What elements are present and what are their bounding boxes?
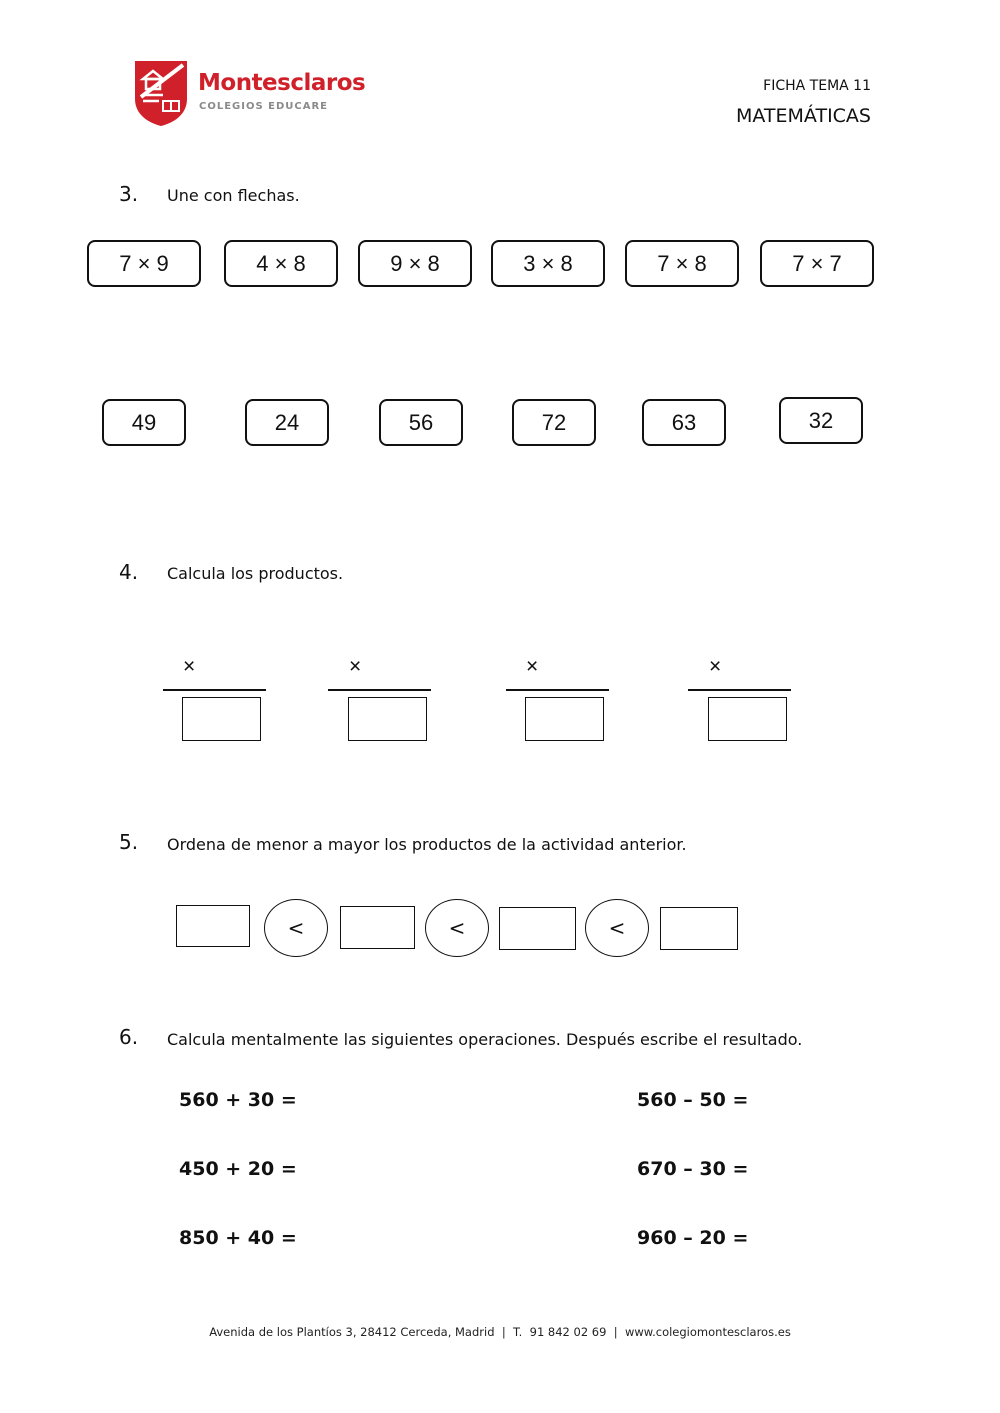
subtraction-expression: 670 – 30 = — [637, 1158, 749, 1180]
operation-box[interactable]: 4 × 8 — [224, 240, 338, 287]
result-line — [163, 689, 266, 691]
result-box[interactable]: 24 — [245, 399, 329, 446]
question-4-number: 4. — [119, 560, 139, 584]
question-5-text: Ordena de menor a mayor los productos de la actividad anterior. — [167, 835, 687, 854]
question-6-number: 6. — [119, 1025, 139, 1049]
result-line — [688, 689, 791, 691]
operation-box[interactable]: 9 × 8 — [358, 240, 472, 287]
question-6-text: Calcula mentalmente las siguientes operaciones. Después escribe el resultado. — [167, 1030, 803, 1049]
result-line — [506, 689, 609, 691]
order-answer-box[interactable] — [499, 907, 576, 950]
footer-address: Avenida de los Plantíos 3, 28412 Cerceda, Madrid | T. 91 842 02 69 | www.colegiomontesclaros.es — [209, 1325, 791, 1339]
answer-box[interactable] — [182, 697, 261, 741]
answer-box[interactable] — [525, 697, 604, 741]
operation-box[interactable]: 7 × 7 — [760, 240, 874, 287]
question-3-number: 3. — [119, 182, 139, 206]
subtraction-expression: 960 – 20 = — [637, 1227, 749, 1249]
answer-box[interactable] — [348, 697, 427, 741]
addition-expression: 560 + 30 = — [179, 1089, 297, 1111]
times-sign: × — [709, 655, 722, 678]
sheet-label: FICHA TEMA 11 — [763, 78, 871, 94]
operation-box[interactable]: 7 × 9 — [87, 240, 201, 287]
order-answer-box[interactable] — [660, 907, 738, 950]
question-5-number: 5. — [119, 830, 139, 854]
result-box[interactable]: 32 — [779, 397, 863, 444]
brand-name: Montesclaros — [198, 70, 366, 96]
less-than-circle: < — [585, 899, 649, 957]
answer-box[interactable] — [708, 697, 787, 741]
question-3-text: Une con flechas. — [167, 186, 300, 205]
result-line — [328, 689, 431, 691]
times-sign: × — [526, 655, 539, 678]
result-box[interactable]: 49 — [102, 399, 186, 446]
question-4-text: Calcula los productos. — [167, 564, 344, 583]
less-than-circle: < — [425, 899, 489, 957]
addition-expression: 850 + 40 = — [179, 1227, 297, 1249]
school-logo — [133, 59, 189, 127]
result-box[interactable]: 63 — [642, 399, 726, 446]
times-sign: × — [349, 655, 362, 678]
result-box[interactable]: 72 — [512, 399, 596, 446]
subtraction-expression: 560 – 50 = — [637, 1089, 749, 1111]
addition-expression: 450 + 20 = — [179, 1158, 297, 1180]
result-box[interactable]: 56 — [379, 399, 463, 446]
order-answer-box[interactable] — [340, 906, 415, 949]
operation-box[interactable]: 7 × 8 — [625, 240, 739, 287]
shield-icon — [133, 59, 189, 127]
less-than-circle: < — [264, 899, 328, 957]
subject-title: MATEMÁTICAS — [736, 105, 871, 127]
brand-subtitle: COLEGIOS EDUCARE — [199, 101, 329, 112]
operation-box[interactable]: 3 × 8 — [491, 240, 605, 287]
order-answer-box[interactable] — [176, 905, 250, 947]
times-sign: × — [183, 655, 196, 678]
